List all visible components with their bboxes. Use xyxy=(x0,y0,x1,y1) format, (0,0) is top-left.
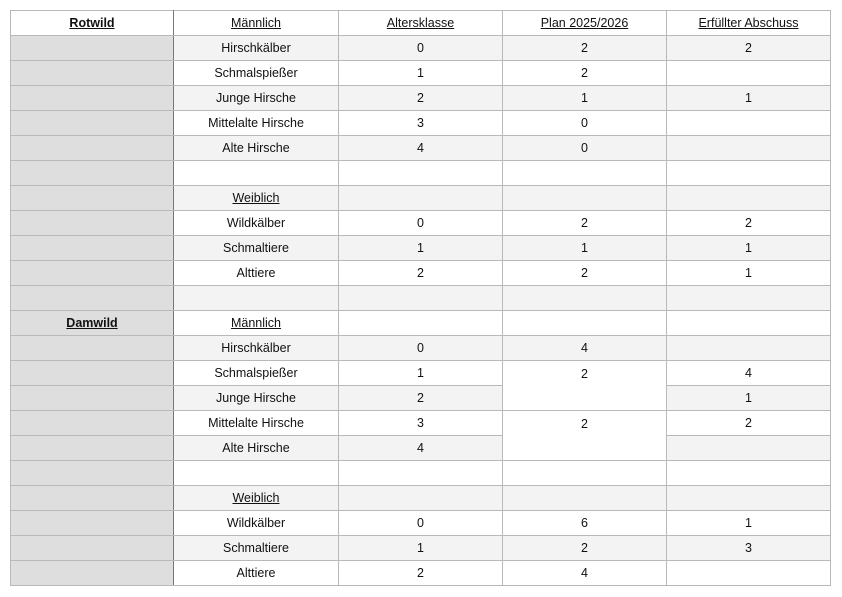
category-label: Mittelalte Hirsche xyxy=(174,111,339,136)
plan-cell: 4 xyxy=(503,336,667,361)
age-class-cell xyxy=(339,161,503,186)
table-row xyxy=(11,486,831,511)
table-row xyxy=(11,236,831,261)
table-row xyxy=(11,211,831,236)
plan-cell: 1 xyxy=(503,236,667,261)
table-row xyxy=(11,536,831,561)
category-label: Alttiere xyxy=(174,261,339,286)
table-row xyxy=(11,261,831,286)
species-cell xyxy=(11,486,174,511)
fulfilled-cell: 3 xyxy=(667,536,831,561)
group-heading: Weiblich xyxy=(174,186,339,211)
plan-cell: 2 xyxy=(503,61,667,86)
table-row xyxy=(11,136,831,161)
age-class-cell: 1 xyxy=(339,536,503,561)
fulfilled-cell: 2 xyxy=(667,211,831,236)
category-label xyxy=(174,286,339,311)
species-cell xyxy=(11,111,174,136)
fulfilled-cell: 1 xyxy=(667,86,831,111)
category-label: Schmaltiere xyxy=(174,536,339,561)
plan-cell: 2 xyxy=(503,361,667,411)
age-class-cell xyxy=(339,186,503,211)
age-class-cell xyxy=(339,286,503,311)
table-row xyxy=(11,286,831,311)
table-row xyxy=(11,436,831,461)
table-row xyxy=(11,111,831,136)
category-label: Schmaltiere xyxy=(174,236,339,261)
group-header: Männlich xyxy=(174,11,339,36)
header-row xyxy=(11,11,831,36)
species-cell xyxy=(11,186,174,211)
category-label: Hirschkälber xyxy=(174,336,339,361)
category-label: Wildkälber xyxy=(174,211,339,236)
fulfilled-cell xyxy=(667,161,831,186)
age-class-cell: 0 xyxy=(339,336,503,361)
fulfilled-cell xyxy=(667,136,831,161)
group-heading: Männlich xyxy=(174,311,339,336)
table-body xyxy=(11,11,831,586)
species-cell xyxy=(11,336,174,361)
fulfilled-cell: 1 xyxy=(667,261,831,286)
fulfilled-cell: 4 xyxy=(667,361,831,386)
category-label: Schmalspießer xyxy=(174,361,339,386)
age-class-cell: 0 xyxy=(339,511,503,536)
age-class-cell: 4 xyxy=(339,136,503,161)
age-class-cell: 1 xyxy=(339,361,503,386)
fulfilled-cell xyxy=(667,111,831,136)
category-label: Wildkälber xyxy=(174,511,339,536)
fulfilled-cell xyxy=(667,486,831,511)
plan-cell: 6 xyxy=(503,511,667,536)
species-cell xyxy=(11,386,174,411)
species-cell xyxy=(11,236,174,261)
group-heading: Weiblich xyxy=(174,486,339,511)
category-label: Junge Hirsche xyxy=(174,386,339,411)
category-label: Alttiere xyxy=(174,561,339,586)
plan-header: Plan 2025/2026 xyxy=(503,11,667,36)
fulfilled-cell: 1 xyxy=(667,386,831,411)
species-cell xyxy=(11,536,174,561)
plan-cell xyxy=(503,286,667,311)
species-cell xyxy=(11,61,174,86)
table-row xyxy=(11,161,831,186)
table-row xyxy=(11,411,831,436)
fulfilled-cell xyxy=(667,561,831,586)
plan-cell: 2 xyxy=(503,411,667,461)
table-row xyxy=(11,361,831,386)
table-row xyxy=(11,336,831,361)
category-label: Mittelalte Hirsche xyxy=(174,411,339,436)
category-label xyxy=(174,461,339,486)
fulfilled-cell: 1 xyxy=(667,511,831,536)
table-row xyxy=(11,511,831,536)
plan-cell: 1 xyxy=(503,86,667,111)
species-header: Rotwild xyxy=(11,11,174,36)
age-class-cell: 2 xyxy=(339,561,503,586)
species-cell xyxy=(11,436,174,461)
harvest-plan-table xyxy=(10,10,831,586)
fulfilled-cell xyxy=(667,61,831,86)
plan-cell: 0 xyxy=(503,111,667,136)
species-cell xyxy=(11,86,174,111)
fulfilled-cell: 2 xyxy=(667,36,831,61)
fulfilled-header: Erfüllter Abschuss xyxy=(667,11,831,36)
age-class-cell: 0 xyxy=(339,36,503,61)
category-label: Hirschkälber xyxy=(174,36,339,61)
category-label: Alte Hirsche xyxy=(174,436,339,461)
species-cell xyxy=(11,286,174,311)
plan-cell: 4 xyxy=(503,561,667,586)
table-row xyxy=(11,86,831,111)
plan-cell xyxy=(503,486,667,511)
fulfilled-cell xyxy=(667,336,831,361)
age-class-cell: 3 xyxy=(339,411,503,436)
category-label: Alte Hirsche xyxy=(174,136,339,161)
table-row xyxy=(11,61,831,86)
fulfilled-cell xyxy=(667,286,831,311)
age-class-cell xyxy=(339,311,503,336)
table-row xyxy=(11,386,831,411)
fulfilled-cell xyxy=(667,311,831,336)
age-class-cell: 2 xyxy=(339,261,503,286)
fulfilled-cell xyxy=(667,436,831,461)
age-class-cell xyxy=(339,486,503,511)
species-cell xyxy=(11,136,174,161)
plan-cell xyxy=(503,161,667,186)
table-row xyxy=(11,561,831,586)
age-class-cell: 1 xyxy=(339,61,503,86)
age-class-cell: 4 xyxy=(339,436,503,461)
age-class-cell: 2 xyxy=(339,86,503,111)
age-class-cell: 2 xyxy=(339,386,503,411)
age-class-cell: 0 xyxy=(339,211,503,236)
fulfilled-cell: 1 xyxy=(667,236,831,261)
species-cell xyxy=(11,411,174,436)
table-row xyxy=(11,461,831,486)
fulfilled-cell: 2 xyxy=(667,411,831,436)
plan-cell: 2 xyxy=(503,261,667,286)
plan-cell: 2 xyxy=(503,211,667,236)
plan-cell: 2 xyxy=(503,36,667,61)
plan-cell xyxy=(503,311,667,336)
species-cell xyxy=(11,461,174,486)
species-cell xyxy=(11,361,174,386)
category-label: Junge Hirsche xyxy=(174,86,339,111)
species-cell xyxy=(11,211,174,236)
table-row xyxy=(11,36,831,61)
plan-cell xyxy=(503,186,667,211)
fulfilled-cell xyxy=(667,186,831,211)
species-cell xyxy=(11,561,174,586)
table-row xyxy=(11,186,831,211)
category-label xyxy=(174,161,339,186)
plan-cell: 2 xyxy=(503,536,667,561)
table-row xyxy=(11,311,831,336)
age-class-cell: 3 xyxy=(339,111,503,136)
species-cell xyxy=(11,511,174,536)
species-cell xyxy=(11,261,174,286)
age-class-cell: 1 xyxy=(339,236,503,261)
category-label: Schmalspießer xyxy=(174,61,339,86)
fulfilled-cell xyxy=(667,461,831,486)
plan-cell: 0 xyxy=(503,136,667,161)
age-class-cell xyxy=(339,461,503,486)
plan-cell xyxy=(503,461,667,486)
species-cell xyxy=(11,36,174,61)
species-cell xyxy=(11,161,174,186)
species-cell: Damwild xyxy=(11,311,174,336)
age-class-header: Altersklasse xyxy=(339,11,503,36)
